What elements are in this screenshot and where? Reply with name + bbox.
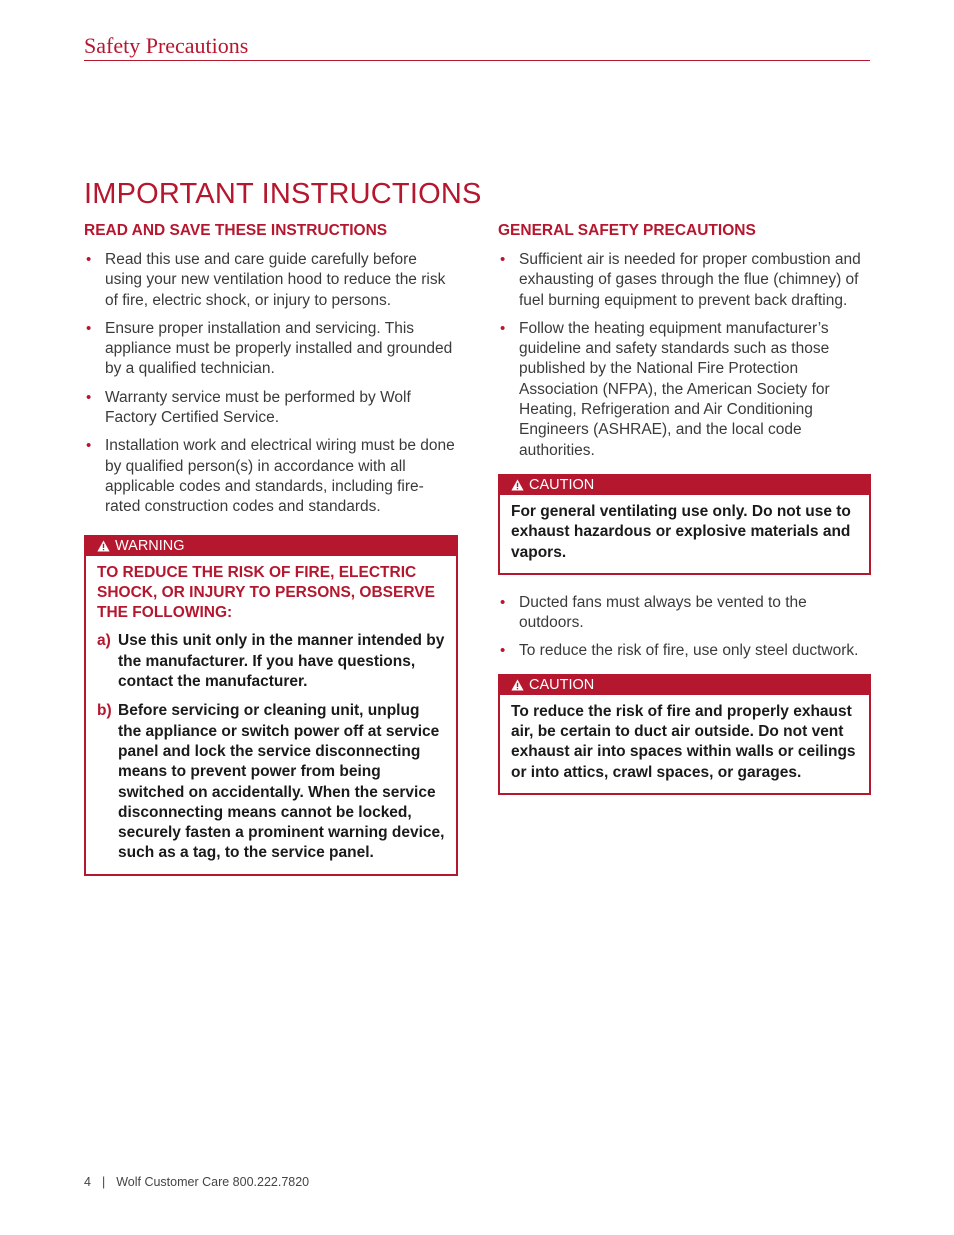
general-safety-heading: GENERAL SAFETY PRECAUTIONS [498, 222, 756, 239]
footer-separator: | [101, 1175, 106, 1189]
list-item: • Read this use and care guide carefully before using your new ventilation hood to reduce the risk of fire, electric shock, or injury to persons. [86, 251, 446, 309]
caution-text: For general ventilating use only. Do not use to exhaust hazardous or explosive materials and vapors. [511, 502, 851, 561]
bullet-icon: • [500, 319, 506, 337]
list-item: • Follow the heating equipment manufacturer’s guideline and safety standards such as those published by the National Fire Protection Association (NFPA), the American Society for Heating, Refrigeration and Air Conditioning Engineers (ASHRAE), and the local code authorities. [500, 319, 830, 459]
list-marker: a) [97, 632, 111, 650]
right-bullet-list-top [498, 250, 874, 461]
right-bullet-list-mid [498, 593, 874, 662]
warning-header [86, 537, 456, 556]
bullet-icon: • [500, 251, 506, 268]
right-column [498, 221, 874, 795]
caution-body [500, 495, 869, 573]
list-marker: b) [97, 702, 112, 720]
list-item: • Sufficient air is needed for proper combustion and exhausting of gases through the flue (chimney) of fuel burning equipment to prevent back drafting. [500, 251, 861, 309]
caution-label: CAUTION [529, 676, 595, 693]
bullet-icon: • [86, 251, 92, 268]
left-bullet-list [84, 250, 458, 518]
page-title: IMPORTANT INSTRUCTIONS [84, 178, 482, 210]
page-footer [84, 1174, 309, 1190]
read-save-heading: READ AND SAVE THESE INSTRUCTIONS [84, 222, 388, 239]
list-item: a) Use this unit only in the manner intended by the manufacturer. If you have questions, contact the manufacturer. [97, 632, 445, 691]
list-item: • To reduce the risk of fire, use only steel ductwork. [498, 641, 874, 661]
warning-body [86, 556, 456, 874]
section-title: Safety Precautions [84, 33, 249, 58]
warning-triangle-icon [511, 479, 524, 491]
list-item: b) Before servicing or cleaning unit, unplug the appliance or switch power off at service panel and lock the service disconnecting means to prevent power from being switched on accidentally. When the service disconnecting means cannot be locked, securely fasten a prominent warning device, such as a tag, to the service panel. [97, 702, 445, 862]
bullet-icon: • [86, 388, 92, 406]
bullet-icon: • [500, 642, 506, 660]
list-item: • Warranty service must be performed by Wolf Factory Certified Service. [86, 388, 411, 427]
warning-triangle-icon [97, 540, 110, 552]
caution-text: To reduce the risk of fire and properly exhaust air, be certain to duct air outside. Do not vent exhaust air into spaces within walls or ceilings or into attics, crawl spaces, or garages. [511, 702, 856, 781]
page-number: 4 [84, 1175, 91, 1189]
caution-box-1 [498, 474, 871, 575]
caution-body [500, 695, 869, 793]
caution-header [500, 676, 869, 695]
caution-box-2 [498, 674, 871, 795]
caution-label: CAUTION [529, 476, 595, 493]
list-item: • Ensure proper installation and servicing. This appliance must be properly installed and grounded by a qualified technician. [86, 319, 453, 378]
caution-header [500, 476, 869, 495]
bullet-icon: • [86, 319, 92, 337]
customer-care-text: Wolf Customer Care 800.222.7820 [116, 1175, 310, 1189]
warning-label: WARNING [115, 537, 185, 554]
left-column [84, 221, 458, 876]
bullet-icon: • [500, 593, 506, 611]
warning-lead: TO REDUCE THE RISK OF FIRE, ELECTRIC SHOCK, OR INJURY TO PERSONS, OBSERVE THE FOLLOWING: [97, 563, 435, 622]
warning-list [97, 631, 445, 863]
list-item: • Installation work and electrical wiring must be done by qualified person(s) in accordance with all applicable codes and standards, including fire-rated construction codes and standards. [86, 437, 455, 516]
bullet-icon: • [86, 437, 92, 455]
warning-triangle-icon [511, 679, 524, 691]
header-divider [84, 60, 870, 61]
list-item: • Ducted fans must always be vented to the outdoors. [500, 593, 807, 632]
warning-box [84, 535, 458, 876]
